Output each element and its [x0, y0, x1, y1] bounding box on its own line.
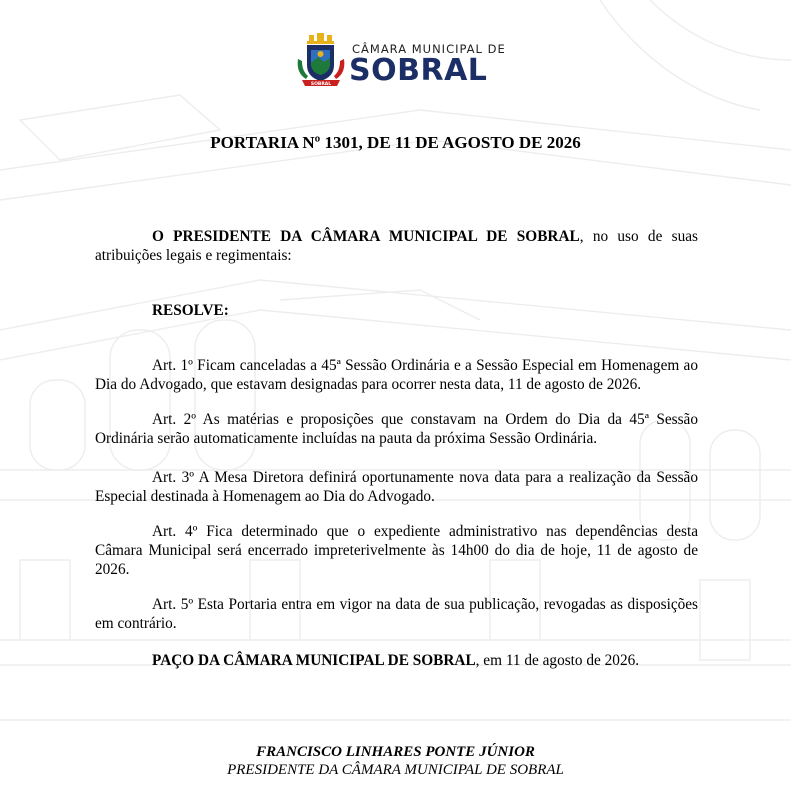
- intro-text: , no uso de suas atribuições legais e regimentais:: [95, 228, 698, 264]
- article-4: Art. 4º Fica determinado que o expediente administrativo nas dependências desta Câmara Municipal será encerrado impreterivelmente às 14h00 do dia de hoje, 11 de agosto de 2026.: [95, 523, 698, 578]
- article-3: Art. 3º A Mesa Diretora definirá oportunamente nova data para a realização da Sessão Especial destinada à Homenagem ao Dia do Advogado.: [95, 469, 698, 505]
- article-5: Art. 5º Esta Portaria entra em vigor na data de sua publicação, revogadas as disposições em contrário.: [95, 596, 698, 632]
- crest-icon: [296, 33, 346, 91]
- document-title: PORTARIA Nº 1301, DE 11 DE AGOSTO DE 2026: [210, 133, 581, 152]
- crest-banner-text: SOBRAL: [310, 82, 332, 87]
- intro-authority: O PRESIDENTE DA CÂMARA MUNICIPAL DE SOBRAL: [152, 228, 580, 245]
- logo-title: SOBRAL: [349, 53, 488, 88]
- article-2: Art. 2º As matérias e proposições que constavam na Ordem do Dia da 45ª Sessão Ordinária serão automaticamente incluídas na pauta da próxima Sessão Ordinária.: [95, 411, 698, 447]
- resolve-heading: RESOLVE:: [152, 302, 229, 319]
- closing-paragraph: [95, 651, 698, 670]
- article-1: Art. 1º Ficam canceladas a 45ª Sessão Ordinária e a Sessão Especial em Homenagem ao Dia do Advogado, que estavam designadas para ocorrer nesta data, 11 de agosto de 2026.: [95, 357, 698, 393]
- logo-subtitle: CÂMARA MUNICIPAL DE: [352, 42, 506, 56]
- camara-logo: [296, 33, 506, 91]
- signatory-name: FRANCISCO LINHARES PONTE JÚNIOR: [256, 744, 535, 760]
- intro-paragraph: [95, 227, 698, 265]
- closing-date: , em 11 de agosto de 2026.: [475, 652, 640, 669]
- signatory-role: PRESIDENTE DA CÂMARA MUNICIPAL DE SOBRAL: [227, 762, 564, 778]
- closing-place: PAÇO DA CÂMARA MUNICIPAL DE SOBRAL: [152, 652, 476, 669]
